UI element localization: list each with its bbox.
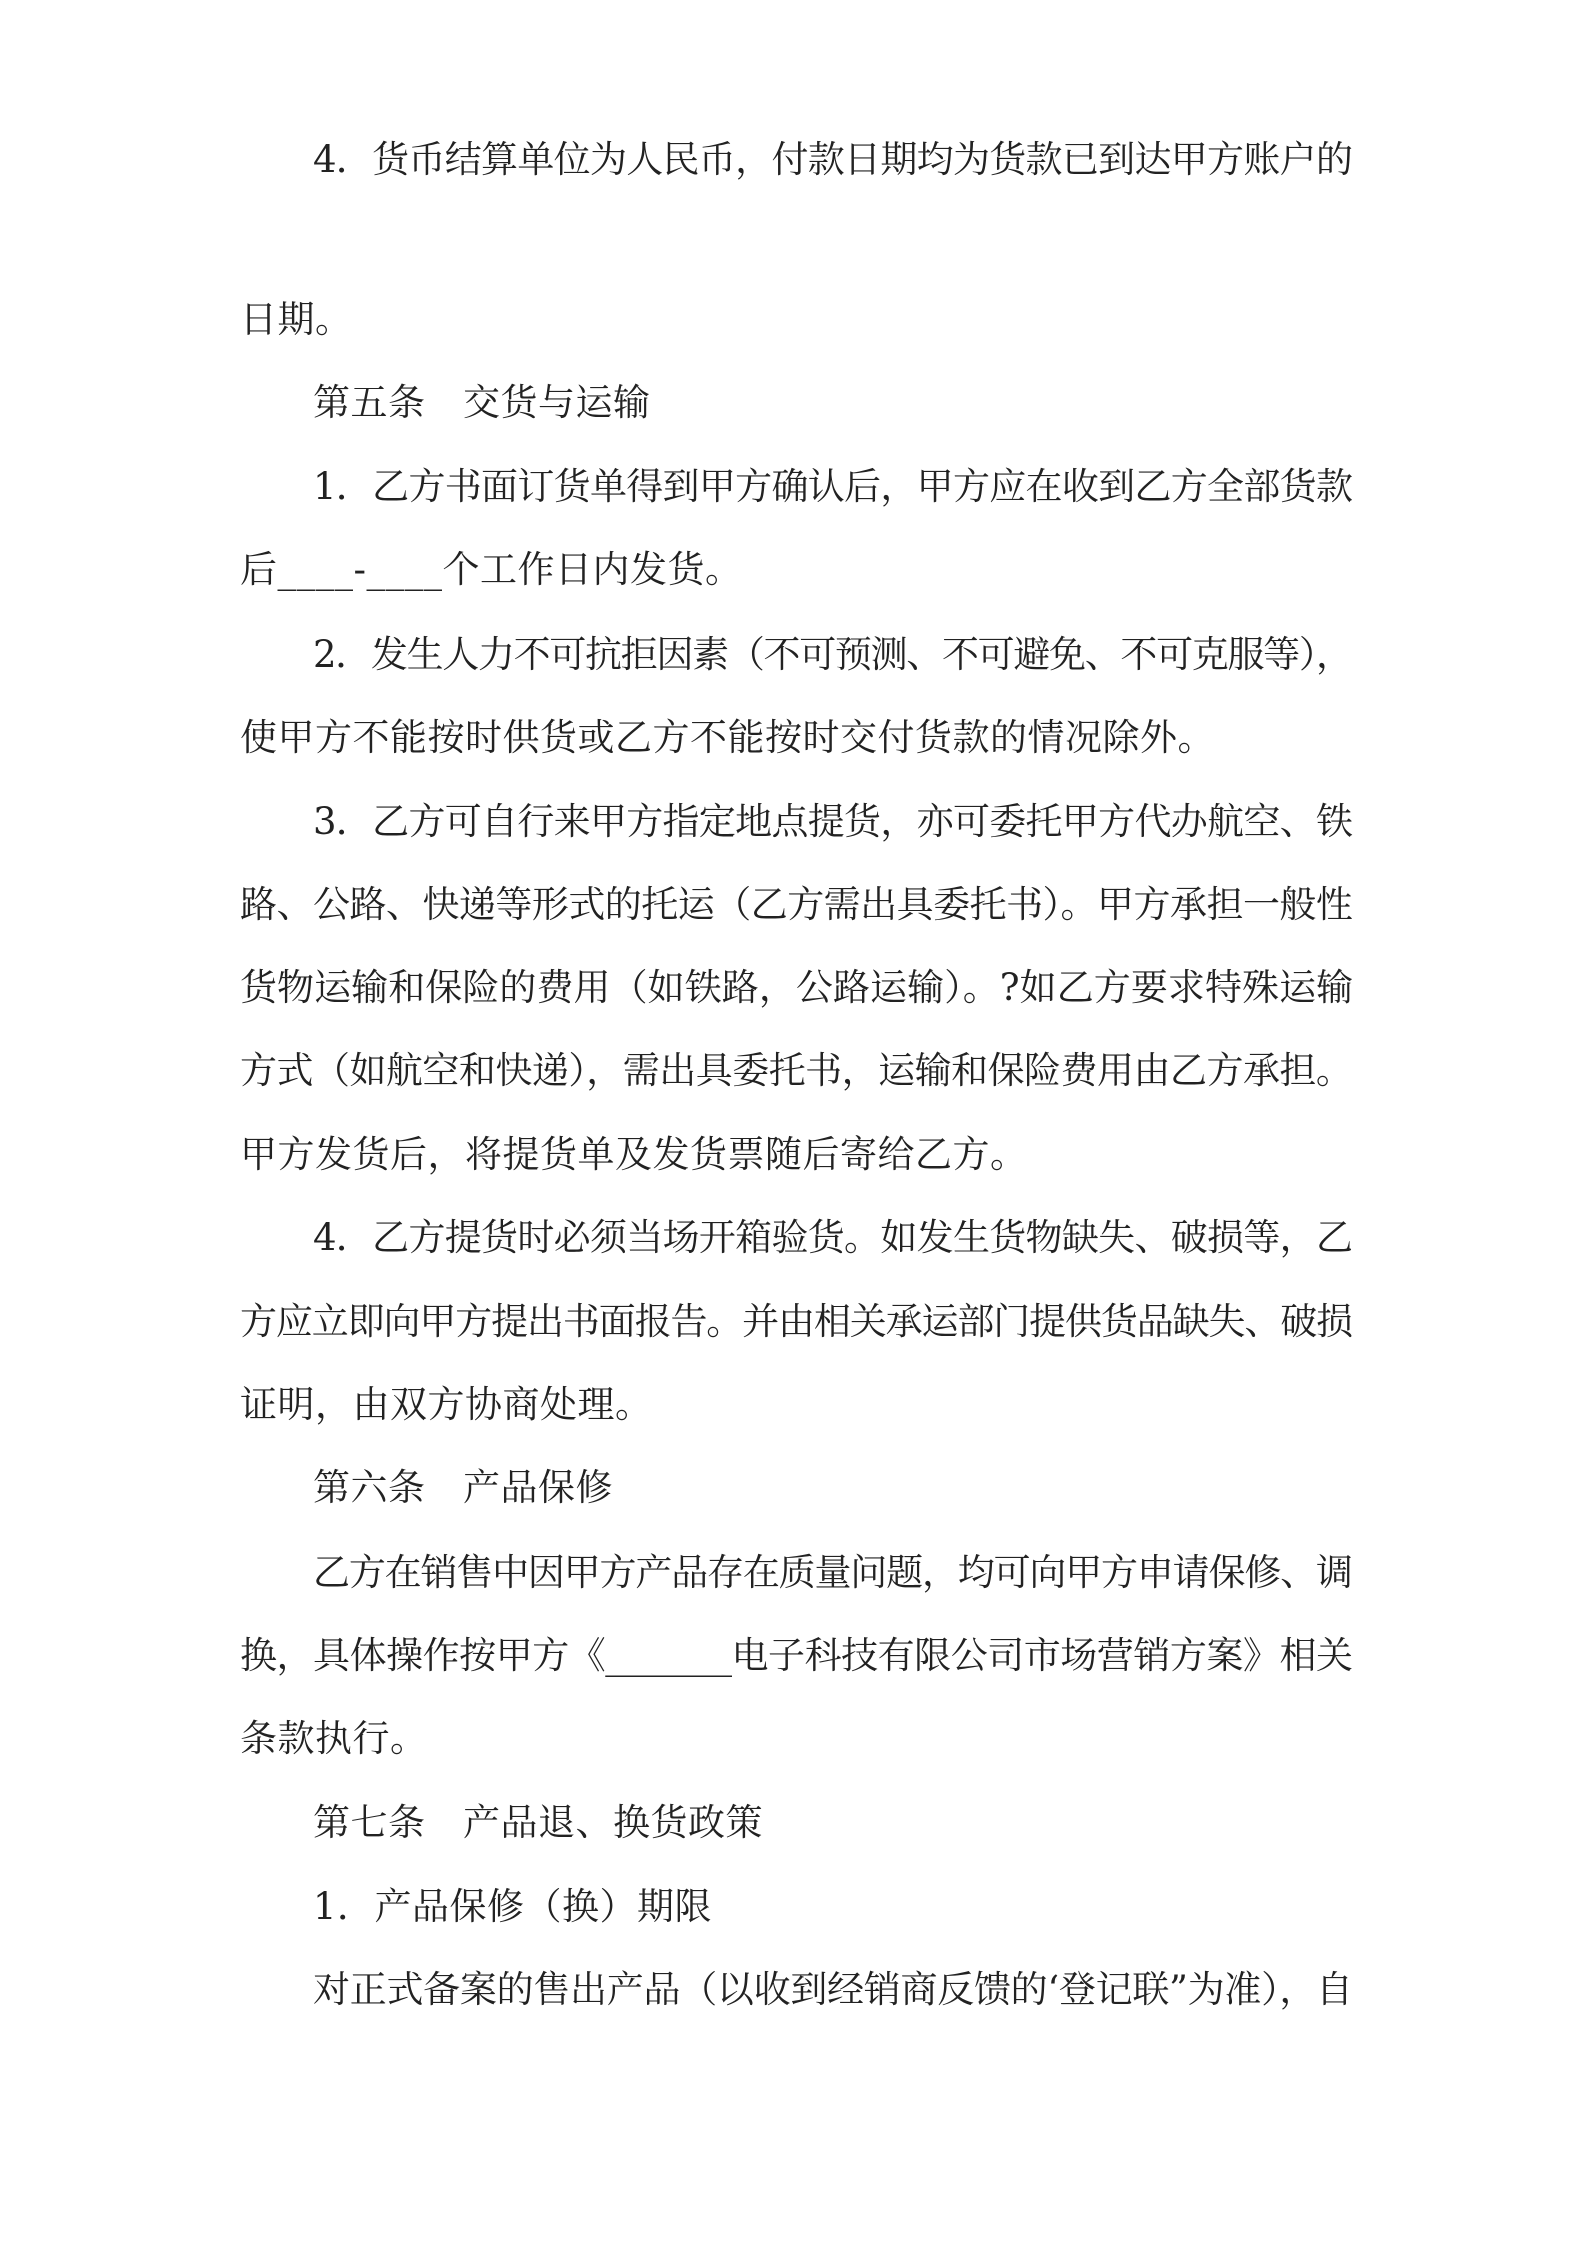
paragraph-line: 换，具体操作按甲方《_______电子科技有限公司市场营销方案》相关 [240,1634,1353,1677]
paragraph-line: 日期。 [240,298,353,341]
paragraph-line: 货物运输和保险的费用（如铁路，公路运输）。?如乙方要求特殊运输 [240,966,1354,1009]
paragraph-line: 3．乙方可自行来甲方指定地点提货，亦可委托甲方代办航空、铁 [313,800,1353,843]
paragraph-line: 1．产品保修（换）期限 [313,1885,713,1928]
paragraph-line: 后____-____个工作日内发货。 [240,548,743,591]
paragraph-line: 使甲方不能按时供货或乙方不能按时交付货款的情况除外。 [240,716,1215,759]
section-heading: 第五条 交货与运输 [313,381,651,424]
paragraph-line: 路、公路、快递等形式的托运（乙方需出具委托书）。甲方承担一般性 [240,883,1353,926]
paragraph-line: 1．乙方书面订货单得到甲方确认后，甲方应在收到乙方全部货款 [313,465,1353,508]
paragraph-line: 条款执行。 [240,1717,428,1760]
section-heading: 第六条 产品保修 [313,1466,613,1509]
paragraph-line: 方应立即向甲方提出书面报告。并由相关承运部门提供货品缺失、破损 [240,1300,1352,1343]
paragraph-line: 2．发生人力不可抗拒因素（不可预测、不可避免、不可克服等）， [313,633,1352,676]
paragraph-line: 对正式备案的售出产品（以收到经销商反馈的‘登记联”为准），自 [313,1968,1353,2011]
paragraph-line: 4．货币结算单位为人民币，付款日期均为货款已到达甲方账户的 [313,138,1353,181]
section-heading: 第七条 产品退、换货政策 [313,1801,763,1844]
paragraph-line: 4．乙方提货时必须当场开箱验货。如发生货物缺失、破损等，乙 [313,1216,1353,1259]
paragraph-line: 方式（如航空和快递），需出具委托书，运输和保险费用由乙方承担。 [240,1049,1353,1092]
paragraph-line: 证明，由双方协商处理。 [240,1383,653,1426]
paragraph-line: 乙方在销售中因甲方产品存在质量问题，均可向甲方申请保修、调 [313,1551,1352,1594]
paragraph-line: 甲方发货后，将提货单及发货票随后寄给乙方。 [240,1133,1028,1176]
